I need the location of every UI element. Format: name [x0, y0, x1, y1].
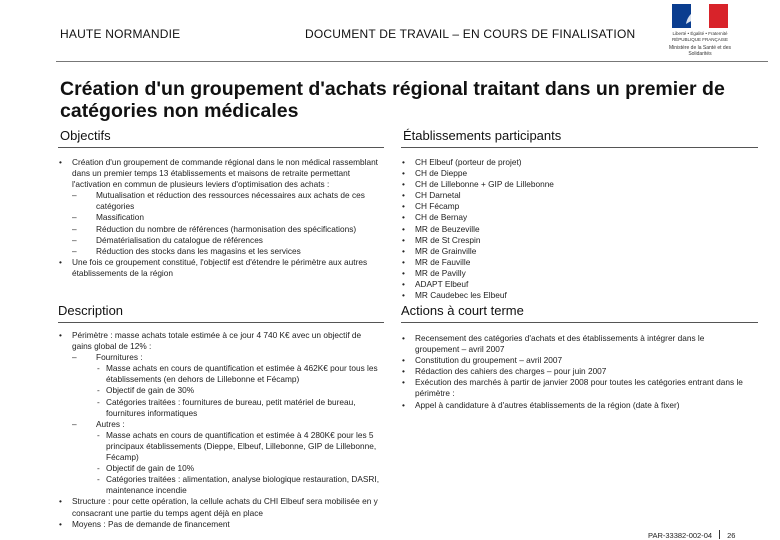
objectifs-list [58, 157, 380, 279]
actions-items [401, 333, 746, 411]
bullet-marker: – [72, 234, 77, 245]
list-item-text: Dématérialisation du catalogue de références [96, 234, 263, 245]
list-item [401, 212, 746, 223]
bullet-marker: • [59, 256, 62, 267]
etablissements-divider [401, 147, 758, 148]
footer [648, 530, 735, 540]
bullet-marker: • [402, 256, 405, 267]
etablissements-heading: Établissements participants [403, 128, 562, 143]
list-item-text: CH de Lillebonne + GIP de Lillebonne [415, 179, 554, 190]
actions-list [401, 333, 746, 411]
bullet-marker: – [72, 352, 77, 363]
logo-ministry: Ministère de la Santé et des Solidarités [669, 45, 731, 57]
bullet-marker: • [402, 377, 405, 388]
list-item [58, 190, 380, 212]
document-status: DOCUMENT DE TRAVAIL – EN COURS DE FINALISATION [305, 27, 636, 41]
list-item [58, 385, 380, 396]
bullet-marker: – [72, 190, 77, 201]
list-item [401, 400, 746, 411]
list-item [58, 246, 380, 257]
list-item-text: MR de Grainville [415, 245, 477, 256]
list-item [401, 235, 746, 246]
bullet-marker: - [97, 396, 100, 407]
list-item-text: CH de Bernay [415, 212, 468, 223]
actions-heading: Actions à court terme [401, 303, 524, 318]
bullet-marker: • [402, 179, 405, 190]
list-item-text: Une fois ce groupement constitué, l'objectif est d'étendre le périmètre aux autres établissements de la région [72, 256, 368, 278]
ministry-logo [668, 4, 732, 60]
header-divider [56, 61, 768, 62]
list-item [401, 201, 746, 212]
list-item [58, 352, 380, 363]
bullet-marker: • [402, 234, 405, 245]
list-item [58, 519, 380, 530]
list-item-text: Objectif de gain de 30% [106, 385, 195, 396]
list-item-text: Réduction du nombre de références (harmonisation des spécifications) [96, 223, 357, 234]
page-number: 26 [727, 531, 736, 540]
list-item-text: Fournitures : [96, 352, 143, 363]
bullet-marker: • [402, 366, 405, 377]
list-item-text: MR de St Crespin [415, 234, 481, 245]
bullet-marker: • [59, 157, 62, 167]
list-item-text: CH Darnetal [415, 190, 461, 201]
list-item-text: MR de Beuzeville [415, 223, 480, 234]
list-item [401, 290, 746, 301]
footer-separator [719, 530, 720, 539]
list-item [401, 355, 746, 366]
list-item-text: MR Caudebec les Elbeuf [415, 290, 507, 301]
list-item [58, 235, 380, 246]
bullet-marker: • [402, 245, 405, 256]
list-item-text: Structure : pour cette opération, la cellule achats du CHI Elbeuf sera mobilisée en y consacrant une partie du temps agent déjà en place [72, 496, 378, 518]
bullet-marker: • [402, 279, 405, 290]
bullet-marker: - [97, 474, 100, 485]
bullet-marker: – [72, 245, 77, 256]
list-item-text: Rédaction des cahiers des charges – pour juin 2007 [415, 366, 607, 377]
list-item [58, 212, 380, 223]
etablissements-list [401, 157, 746, 301]
list-item-text: Création d'un groupement de commande régional dans le non médical rassemblant dans un premier temps 13 établissements et maisons de retraite permettant l'activation en commun de plusieurs leviers d'optimisation des achats : [72, 157, 378, 190]
list-item [401, 246, 746, 257]
list-item [401, 366, 746, 377]
bullet-marker: - [97, 385, 100, 396]
objectifs-divider [58, 147, 384, 148]
list-item [401, 190, 746, 201]
list-item-text: CH Elbeuf (porteur de projet) [415, 157, 522, 167]
list-item [401, 279, 746, 290]
description-heading: Description [58, 303, 124, 318]
objectifs-heading: Objectifs [60, 128, 111, 143]
logo-motto: Liberté • Égalité • Fraternité [672, 31, 728, 36]
list-item-text: Catégories traitées : alimentation, analyse biologique restauration, DASRI, maintenance incendie [106, 474, 380, 496]
list-item-text: MR de Pavilly [415, 267, 466, 278]
list-item-text: MR de Fauville [415, 256, 471, 267]
list-item [401, 179, 746, 190]
list-item [401, 333, 746, 355]
bullet-marker: • [402, 212, 405, 223]
description-list [58, 330, 380, 530]
list-item-text: Recensement des catégories d'achats et des établissements à intégrer dans le groupement – avril 2007 [415, 333, 705, 355]
list-item-text: Masse achats en cours de quantification et estimée à 462K€ pour tous les établissements (en dehors de Lillebonne et Fécamp) [106, 363, 378, 385]
bullet-marker: • [59, 330, 62, 340]
bullet-marker: • [402, 223, 405, 234]
list-item [58, 463, 380, 474]
list-item [401, 268, 746, 279]
bullet-marker: – [72, 223, 77, 234]
list-item [58, 496, 380, 518]
list-item-text: ADAPT Elbeuf [415, 279, 469, 290]
list-item-text: Appel à candidature à d'autres établissements de la région (date à fixer) [415, 399, 680, 410]
list-item [401, 224, 746, 235]
bullet-marker: • [402, 355, 405, 366]
list-item-text: Masse achats en cours de quantification et estimée à 4 280K€ pour les 5 principaux établissements (Dieppe, Elbeuf, Lillebonne, GIP de Lillebonne, Fécamp) [106, 429, 377, 463]
list-item [401, 168, 746, 179]
list-item-text: CH de Dieppe [415, 168, 468, 179]
bullet-marker: • [59, 496, 62, 507]
bullet-marker: • [59, 518, 62, 529]
list-item [401, 157, 746, 168]
bullet-marker: • [402, 333, 405, 343]
bullet-marker: • [402, 290, 405, 301]
bullet-marker: - [97, 463, 100, 474]
document-reference: PAR-33382-002-04 [648, 531, 713, 540]
bullet-marker: – [72, 418, 77, 429]
bullet-marker: • [402, 267, 405, 278]
list-item-text: Moyens : Pas de demande de financement [72, 518, 230, 529]
bullet-marker: • [402, 168, 405, 179]
list-item-text: Mutualisation et réduction des ressources nécessaires aux achats de ces catégories [96, 190, 365, 212]
list-item [401, 257, 746, 268]
list-item-text: Autres : [96, 418, 125, 429]
description-divider [58, 322, 384, 323]
region-label: HAUTE NORMANDIE [60, 27, 181, 41]
list-item-text: Réduction des stocks dans les magasins et les services [96, 245, 301, 256]
bullet-marker: • [402, 201, 405, 212]
list-item [58, 419, 380, 430]
list-item [58, 430, 380, 463]
list-item-text: Objectif de gain de 10% [106, 463, 195, 474]
list-item [58, 363, 380, 385]
list-item [58, 224, 380, 235]
list-item-text: Périmètre : masse achats totale estimée à ce jour 4 740 K€ avec un objectif de gains global de 12% : [72, 330, 362, 352]
list-item-text: Constitution du groupement – avril 2007 [415, 355, 563, 366]
bullet-marker: • [402, 157, 405, 167]
list-item [401, 377, 746, 399]
marianne-icon [678, 6, 718, 26]
page-title: Création d'un groupement d'achats régional traitant dans un premier de catégories non médicales [60, 78, 725, 122]
list-item [58, 397, 380, 419]
list-item [58, 257, 380, 279]
list-item-text: Exécution des marchés à partir de janvier 2008 pour toutes les catégories entrant dans le périmètre : [415, 377, 743, 399]
bullet-marker: • [402, 190, 405, 201]
list-item-text: Catégories traitées : fournitures de bureau, petit matériel de bureau, fournitures informatiques [106, 396, 356, 418]
logo-republic: RÉPUBLIQUE FRANÇAISE [671, 37, 728, 42]
objectifs-items [58, 157, 380, 279]
list-item-text: CH Fécamp [415, 201, 460, 212]
description-items [58, 330, 380, 530]
list-item [58, 330, 380, 352]
list-item-text: Massification [96, 212, 144, 223]
bullet-marker: - [97, 429, 100, 440]
list-item [58, 474, 380, 496]
bullet-marker: • [402, 399, 405, 410]
list-item [58, 157, 380, 190]
bullet-marker: - [97, 363, 100, 374]
actions-divider [401, 322, 758, 323]
bullet-marker: – [72, 212, 77, 223]
etablissements-items [401, 157, 746, 301]
